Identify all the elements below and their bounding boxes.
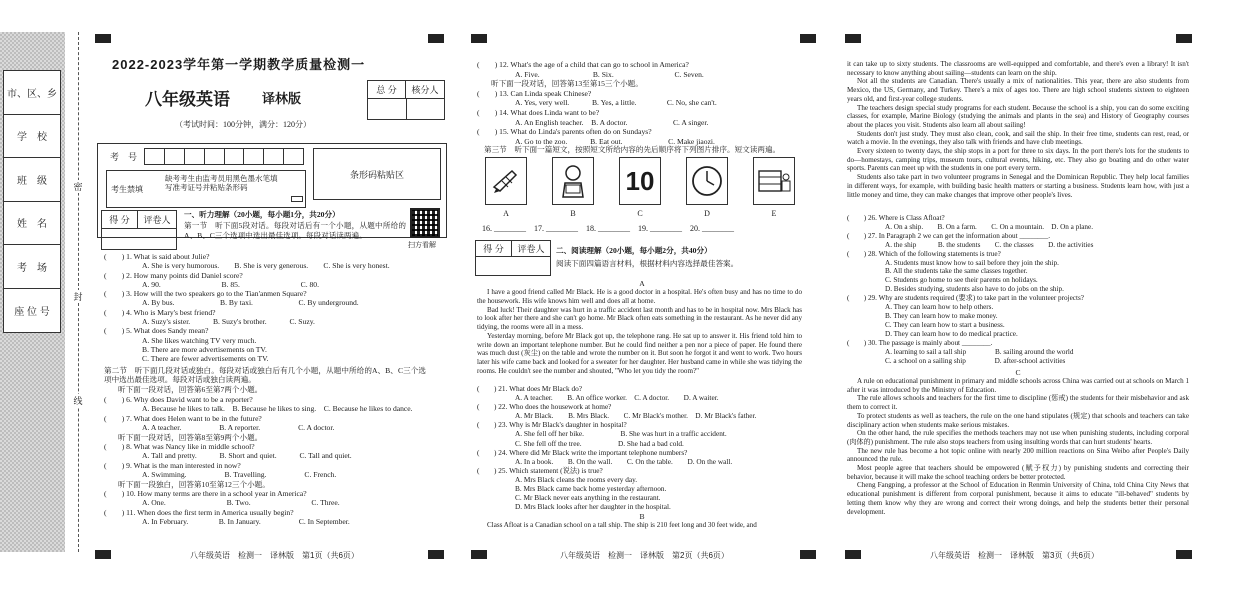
passage-paragraph: The new rule has become a hot topic online with nearly 200 million reactions on Sina Weibo after People's Daily announced the rule. bbox=[847, 446, 1189, 464]
pic-label: C bbox=[637, 209, 643, 218]
question-item: ( ) 12. What's the age of a child that can go to school in America? bbox=[477, 60, 689, 69]
no-fill-label: 考生禁填 bbox=[111, 185, 143, 194]
question-options: A. She fell off her bike. B. She was hurt in a traffic accident. bbox=[515, 429, 727, 439]
passage-b-continued bbox=[847, 60, 1189, 199]
question-item: ( ) 8. What was Nancy like in middle school? bbox=[104, 442, 255, 452]
passage-label: C bbox=[1015, 368, 1021, 377]
seal-word-xian: 线 bbox=[71, 394, 85, 407]
question-options: D. They can learn how to do medical practice. bbox=[885, 329, 1018, 338]
question-item: ( ) 30. The passage is mainly about ________. bbox=[847, 338, 993, 347]
passage-paragraph: The teachers design special study programs for each student. Because the school is a ship, you can do some exciting classes, for example, Marine Biology (studying the animals and plants in the sea) and History of Geography courses about the places you visit. Students also learn all about sailing! bbox=[847, 103, 1189, 129]
pic-label: E bbox=[771, 209, 777, 218]
total-score-box bbox=[367, 80, 445, 120]
passage-b-questions bbox=[847, 214, 1189, 365]
part3-instruction: 第三节 听下面一篇短文，按照短文所给内容的先后顺序将下列图片排序。短文读两遍。 bbox=[484, 145, 781, 154]
score-label: 得 分 bbox=[476, 241, 512, 257]
section1-score-box bbox=[101, 210, 177, 250]
question-item: ( ) 27. In Paragraph 2 we can get the information about ________. bbox=[847, 231, 1050, 240]
question-item: ( ) 4. Who is Mary's best friend? bbox=[104, 307, 216, 317]
passage-paragraph: I have a good friend called Mr Black. He is a good doctor in a hospital. He's often busy and has no time to do the housework. His wife knows him well and does all at home. bbox=[477, 288, 802, 305]
question-item: ( ) 3. How will the two speakers go to the Tian'anmen Square? bbox=[104, 289, 307, 299]
question-options: A. An English teacher. B. A doctor. C. A singer. bbox=[515, 117, 709, 127]
question-item: ( ) 1. What is said about Julie? bbox=[104, 252, 210, 261]
question-item: ( ) 23. Why is Mr Black's daughter in hospital? bbox=[477, 420, 627, 430]
section2-header bbox=[556, 246, 802, 268]
passage-label: A bbox=[639, 279, 645, 288]
exam-time-note: （考试时间：100分钟，满分：120分） bbox=[175, 120, 311, 129]
registration-mark bbox=[845, 34, 861, 43]
question-item: ( ) 26. Where is Class Afloat? bbox=[847, 214, 945, 222]
passage-b-start bbox=[477, 521, 802, 530]
question-options: C. a school on a sailing ship D. after-school activities bbox=[885, 356, 1066, 365]
page1-footer: 八年级英语 检测一 译林版 第1页（共6页） bbox=[190, 551, 359, 560]
registration-mark bbox=[95, 550, 111, 559]
total-score-label: 总 分 bbox=[368, 81, 406, 99]
passage-a-questions bbox=[477, 384, 802, 511]
passage-paragraph: On the other hand, the rule specifies the methods teachers may not use when punishing students, including corporal (肉体的) punishment. The rule also stops teachers from using insulting words that can hurt students' hearts. bbox=[847, 429, 1189, 446]
qr-caption: 扫方看解 bbox=[408, 241, 436, 249]
question-options: A. Tall and pretty. B. Short and quiet. C. Tall and quiet. bbox=[142, 451, 352, 461]
registration-mark bbox=[471, 34, 487, 43]
binding-strip bbox=[0, 32, 92, 552]
question-options: D. Mrs Black looks after her daughter in the hospital. bbox=[515, 502, 671, 512]
question-item: ( ) 6. Why does David want to be a reporter? bbox=[104, 395, 253, 404]
registration-mark bbox=[471, 550, 487, 559]
question-item: ( ) 7. What does Helen want to be in the future? bbox=[104, 413, 262, 423]
pic-e-library bbox=[753, 157, 795, 205]
passage-paragraph: Bad luck! Their daughter was hurt in a traffic accident last month and has to be in hospital now. Mrs Black has to look after her there and she can't go home. Mr Black often eats something in the restaurant. As he never did any tidying, the rooms were all in a mess. bbox=[477, 305, 802, 331]
student-info-table bbox=[3, 70, 61, 333]
passage-paragraph: Class Afloat is a Canadian school on a tall ship. The ship is 210 feet long and 30 feet wide, and bbox=[487, 521, 757, 529]
question-options: A. Five. B. Six. C. Seven. bbox=[515, 69, 704, 79]
page1-questions bbox=[104, 252, 426, 364]
pic-label: D bbox=[704, 209, 710, 218]
question-options: A. learning to sail a tall ship B. sailing around the world bbox=[885, 347, 1074, 356]
exam-version: 译林版 bbox=[262, 91, 302, 106]
passage-paragraph: Students also take part in two volunteer programs in Senegal and the Dominican Republic. They help local families in different ways, for example, with building basic health matters or starting a business. Students learn how, with just a little money and time, they can make changes that improve other people's lives. bbox=[847, 173, 1189, 199]
answer-blanks[interactable] bbox=[482, 224, 802, 233]
passage-c-label bbox=[1008, 368, 1028, 377]
passage-paragraph: Yesterday morning, before Mr Black got up, the telephone rang. He sat up to answer it. His friend told him to write down an important telephone number. But he could find neither a pen nor a piece of paper. He found there was much dust (灰尘) on the table and wrote the number on it. But soon he forgot it and went to work. Two hours later his wife came back and looked for a sweater for her daughter. Her husband came in while she was tidying the rooms. He couldn't see the number and shouted, "Who let you tidy the room?" bbox=[477, 331, 802, 375]
registration-mark bbox=[800, 550, 816, 559]
registration-mark bbox=[95, 34, 111, 43]
exam-subject: 八年级英语 bbox=[145, 90, 230, 109]
pic-a-ship bbox=[485, 157, 527, 205]
question-options: A. On a ship. B. On a farm. C. On a mountain. D. On a plane. bbox=[885, 222, 1094, 231]
registration-mark bbox=[845, 550, 861, 559]
question-options: A. the ship B. the students C. the classes D. the activities bbox=[885, 240, 1094, 249]
section1-part1-text: 第一节 听下面5段对话。每段对话后有一个小题，从题中所给的A、B、C三个选项中选出最佳选项。每段对话读两遍。 bbox=[184, 221, 406, 240]
listening-intro: 听下面一段对话，回答第8至第9两个小题。 bbox=[118, 432, 263, 442]
question-options: A. Suzy's sister. B. Suzy's brother. C. Suzy. bbox=[142, 317, 315, 327]
question-options: A. A teacher. B. An office worker. C. A doctor. D. A waiter. bbox=[515, 393, 719, 403]
exam-title: 2022-2023学年第一学期教学质量检测一 bbox=[112, 57, 366, 72]
question-options: C. They can learn how to start a business. bbox=[885, 320, 1005, 329]
question-options: A. Students must know how to sail before they join the ship. bbox=[885, 258, 1059, 267]
pic-label: B bbox=[570, 209, 576, 218]
question-options: B. There are more advertisements on TV. bbox=[142, 344, 267, 354]
question-options: C. Mr Black never eats anything in the restaurant. bbox=[515, 493, 661, 503]
answer-blank-row: 16. ________ 17. ________ 18. ________ 19. ________ 20. ________ bbox=[482, 224, 734, 233]
reviewer-label: 评卷人 bbox=[138, 211, 176, 229]
question-item: ( ) 29. Why are students required (要求) to take part in the volunteer projects? bbox=[847, 294, 1084, 303]
info-field-class[interactable]: 班 级 bbox=[4, 158, 60, 202]
question-item: ( ) 13. Can Linda speak Chinese? bbox=[477, 88, 592, 98]
question-options: A. A teacher. B. A reporter. C. A doctor. bbox=[142, 423, 335, 433]
question-options: A. They can learn how to help others. bbox=[885, 303, 994, 312]
passage-paragraph: it can take up to sixty students. The classrooms are well-equipped and comfortable, and there's even a library! It isn't necessary to know anything about sailing—students can learn on the ship. bbox=[847, 60, 1189, 77]
reviewer-label: 评卷人 bbox=[512, 241, 550, 257]
passage-paragraph: Every sixteen to twenty days, the ship stops in a port for three to six days. In the port there's lots for the students to do—homestays, camping trips, museum tours, cultural events, hiking, etc. They also go boating and do other water sports. Parents can meet up with the students in one port every term. bbox=[847, 147, 1189, 173]
passage-paragraph: A rule on educational punishment in primary and middle schools across China was carried out at schools on March 1 after it was introduced by the Ministry of Education. bbox=[847, 377, 1189, 394]
question-item: ( ) 15. What do Linda's parents often do on Sundays? bbox=[477, 127, 652, 137]
q6-intro: 听下面一段对话，回答第6至第7两个小题。 bbox=[118, 384, 263, 394]
info-field-name[interactable]: 姓 名 bbox=[4, 202, 60, 246]
page2-part3 bbox=[484, 145, 802, 154]
barcode-area: 条形码粘贴区 bbox=[313, 148, 441, 200]
question-options: B. Mrs Black came back home yesterday afternoon. bbox=[515, 484, 667, 494]
section1-part2-text: 第二节 听下面几段对话或独白。每段对话或独白后有几个小题，从题中所给的A、B、C三个选项中选出最佳选项。每段对话或独白读两遍。 bbox=[104, 366, 426, 385]
registration-mark bbox=[800, 34, 816, 43]
passage-a-label bbox=[632, 279, 652, 288]
question-options: A. 90. B. 85. C. 80. bbox=[142, 279, 319, 289]
passage-c bbox=[847, 377, 1189, 516]
passage-paragraph: The rule allows schools and teachers for the first time to discipline (惩戒) the students for their misbehavior and ask them to correct it. bbox=[847, 394, 1189, 412]
registration-mark bbox=[1176, 550, 1192, 559]
question-options: A. Go to the zoo. B. Eat out. C. Make jiaozi. bbox=[515, 136, 715, 146]
passage-paragraph: Not all the students are Canadian. There's usually a mix of nationalities. This year, there are also students from Mexico, the US, Germany, and Turkey. There's a mix of ages too. There are high school students sixteen to eighteen years old, and first-year college students. bbox=[847, 77, 1189, 103]
pic-c-number-ten: 10 bbox=[619, 157, 661, 205]
question-options: A. Yes, very well. B. Yes, a little. C. No, she can't. bbox=[515, 98, 717, 108]
question-options: A. By bus. B. By taxi. C. By underground. bbox=[142, 298, 359, 308]
question-item: ( ) 21. What does Mr Black do? bbox=[477, 384, 583, 393]
score-reviewer-label: 核分人 bbox=[406, 81, 444, 99]
question-options: A. She likes watching TV very much. bbox=[142, 335, 257, 345]
seal-word-feng: 封 bbox=[71, 290, 85, 303]
pic-d-clock bbox=[686, 157, 728, 205]
listening-intro: 听下面一段对话，回答第13至第15三个小题。 bbox=[491, 79, 643, 89]
question-options: B. All the students take the same classes together. bbox=[885, 267, 1028, 276]
passage-label: B bbox=[639, 512, 645, 521]
question-options: A. Mrs Black cleans the rooms every day. bbox=[515, 474, 638, 484]
passage-paragraph: Students don't just study. They must also clean, cook, and sail the ship. In their free time, students can rest, read, or watch a movie. In the evenings, they also talk with friends and have club meetings. bbox=[847, 129, 1189, 147]
question-options: A. Mr Black. B. Mrs Black. C. Mr Black's mother. D. Mr Black's father. bbox=[515, 411, 757, 421]
question-item: ( ) 14. What does Linda want to be? bbox=[477, 107, 600, 117]
page2-questions bbox=[477, 60, 802, 146]
question-item: ( ) 24. Where did Mr Black write the important telephone numbers? bbox=[477, 447, 688, 457]
no-fill-note: 缺考考生由监考员用黑色墨水笔填写准考证号并粘贴条形码 bbox=[165, 174, 278, 192]
score-label: 得 分 bbox=[102, 211, 138, 229]
question-item: ( ) 11. When does the first term in America usually begin? bbox=[104, 507, 294, 517]
pic-b-student bbox=[552, 157, 594, 205]
section1-part1 bbox=[184, 221, 406, 240]
exam-number-label: 考 号 bbox=[110, 152, 138, 162]
question-item: ( ) 28. Which of the following statements is true? bbox=[847, 249, 1001, 258]
question-options: C. She fell off the tree. D. She had a bad cold. bbox=[515, 438, 684, 448]
info-field-district[interactable]: 市、区、乡 bbox=[4, 71, 60, 115]
page2-footer: 八年级英语 检测一 译林版 第2页（共6页） bbox=[560, 551, 729, 560]
question-item: ( ) 2. How many points did Daniel score? bbox=[104, 270, 243, 280]
passage-b-label bbox=[632, 512, 652, 521]
listening-intro: 听下面一段独白，回答第10至第12三个小题。 bbox=[118, 479, 270, 489]
section1-title: 一、听力理解（20小题，每小题1分，共20分） bbox=[184, 210, 340, 219]
question-options: C. There are fewer advertisements on TV. bbox=[142, 354, 269, 364]
question-options: A. Swimming. B. Travelling. C. French. bbox=[142, 470, 337, 480]
question-options: D. Besides studying, students also have to do jobs on the ship. bbox=[885, 285, 1064, 294]
info-field-room[interactable]: 考 场 bbox=[4, 245, 60, 289]
exam-number-boxes[interactable] bbox=[144, 148, 304, 165]
section2-instruction: 阅读下面四篇语言材料，根据材料内容选择最佳答案。 bbox=[556, 259, 739, 269]
section1-part2 bbox=[104, 366, 426, 394]
seal-word-mi: 密 bbox=[71, 180, 85, 193]
passage-paragraph: Most people agree that teachers should be empowered (赋予权力) by punishing students and correcting their behavior, because it will make the school teaching orders be better protected. bbox=[847, 464, 1189, 481]
passage-paragraph: To protect students as well as teachers, the rule on the one hand stipulates (规定) that schools and teachers can take disciplinary action when students make serious mistakes. bbox=[847, 411, 1189, 429]
picture-ordering-row bbox=[485, 157, 805, 227]
question-options: A. In February. B. In January. C. In September. bbox=[142, 517, 350, 527]
passage-paragraph: Cheng Fangping, a professor at the School of Education in Renmin University of China, told China City News that educational punishment is different from corporal punishment, because it aims to educate "ill-behaved" students by letting them know why they are wrong and correct their wrong doings, and help the students better their personal development. bbox=[847, 481, 1189, 516]
info-field-school[interactable]: 学 校 bbox=[4, 115, 60, 159]
info-field-seat[interactable]: 座 位 号 bbox=[14, 306, 50, 318]
qr-code bbox=[410, 208, 440, 238]
question-item: ( ) 22. Who does the housework at home? bbox=[477, 402, 612, 412]
question-options: A. One. B. Two. C. Three. bbox=[142, 498, 340, 508]
registration-mark bbox=[428, 34, 444, 43]
question-item: ( ) 25. Which statement (说法) is true? bbox=[477, 465, 603, 475]
registration-mark bbox=[1176, 34, 1192, 43]
question-options: A. In a book. B. On the wall. C. On the table. D. On the wall. bbox=[515, 456, 733, 466]
candidate-note-box bbox=[106, 170, 306, 208]
page1-questions-2 bbox=[104, 395, 426, 527]
section1-header bbox=[184, 210, 406, 219]
question-options: B. They can learn how to make money. bbox=[885, 311, 998, 320]
question-item: ( ) 5. What does Sandy mean? bbox=[104, 326, 209, 336]
absence-checkbox[interactable] bbox=[291, 196, 303, 202]
page3-footer: 八年级英语 检测一 译林版 第3页（共6页） bbox=[930, 551, 1099, 560]
section2-title: 二、阅读理解（20小题，每小题2分，共40分） bbox=[556, 246, 712, 255]
question-options: A. She is very humorous. B. She is very generous. C. She is very honest. bbox=[142, 261, 390, 271]
question-item: ( ) 10. How many terms are there in a school year in America? bbox=[104, 489, 307, 499]
pic-label: A bbox=[503, 209, 509, 218]
question-options: C. Students go home to see their parents on holidays. bbox=[885, 276, 1038, 285]
passage-a bbox=[477, 288, 802, 376]
question-item: ( ) 9. What is the man interested in now? bbox=[104, 460, 241, 470]
registration-mark bbox=[428, 550, 444, 559]
question-options: A. Because he likes to talk. B. Because he likes to sing. C. Because he likes to dance. bbox=[142, 404, 413, 414]
section2-score-box bbox=[475, 240, 551, 276]
